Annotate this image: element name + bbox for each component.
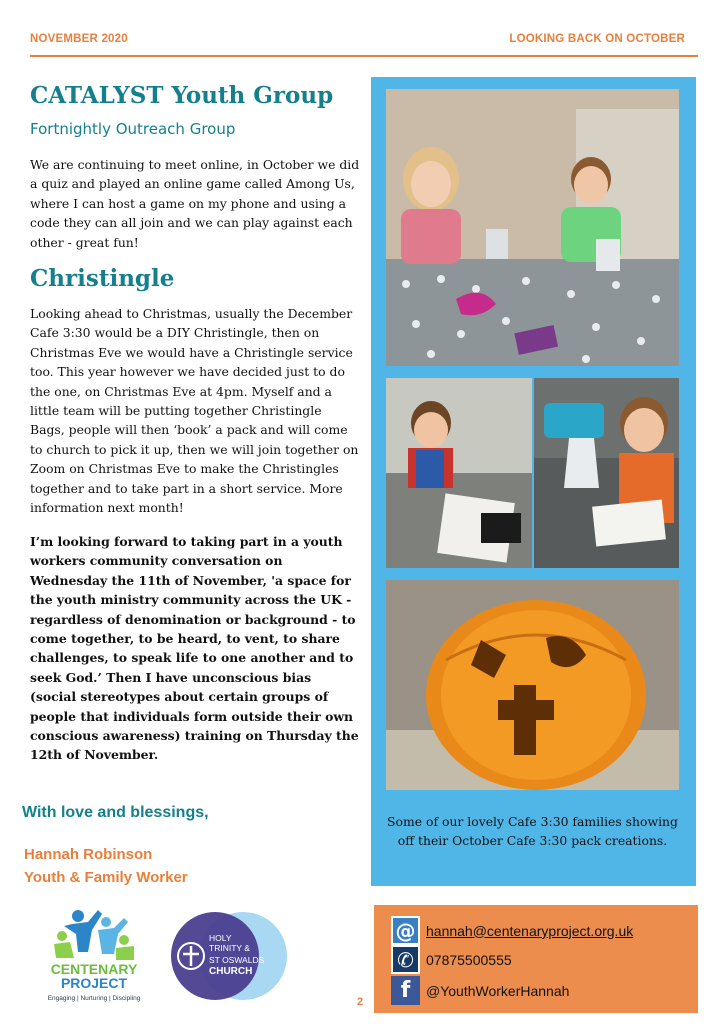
- svg-text:ST OSWALDS: ST OSWALDS: [209, 955, 265, 965]
- signoff-greeting: With love and blessings,: [22, 804, 209, 821]
- contact-email-row: [391, 916, 633, 945]
- svg-text:Engaging | Nurturing | Discipl: Engaging | Nurturing | Discipling: [48, 995, 140, 1002]
- centenary-project-logo: [48, 904, 140, 1004]
- photo-caption: Some of our lovely Cafe 3:30 families showing off their October Cafe 3:30 pack creations.: [387, 814, 678, 849]
- facebook-handle: @YouthWorkerHannah: [426, 982, 570, 999]
- catalyst-title: CATALYST Youth Group: [30, 82, 334, 109]
- email-link[interactable]: hannah@centenaryproject.org.uk: [426, 922, 634, 939]
- facebook-icon: f: [391, 976, 420, 1005]
- phone-number: 07875500555: [426, 951, 512, 968]
- catalyst-body: We are continuing to meet online, in October we did a quiz and played an online game called Among Us, where I can host a game on my phone and using a code they can all join and we can play against each other - great fun!: [30, 157, 360, 250]
- issue-date: NOVEMBER 2020: [30, 33, 128, 45]
- email-icon: @: [391, 916, 420, 945]
- christingle-body: Looking ahead to Christmas, usually the December Cafe 3:30 would be a DIY Christingle, then on Christmas Eve we would have a Christingle service too. This year however we have decided just to do the one, on Christmas Eve at 4pm. Myself and a little team will be putting together Christingle Bags, people will then ‘book’ a pack and will come to church to pick it up, then we will join together on Zoom on Christmas Eve to make the Christingles together and to take part in a short service. More information next month!: [30, 306, 359, 516]
- contact-facebook-row: [391, 976, 569, 1005]
- photo-children-at-table: [386, 89, 679, 366]
- page-number: 2: [357, 996, 364, 1008]
- svg-text:HOLY: HOLY: [209, 933, 232, 943]
- signoff-name: Hannah Robinson: [24, 846, 153, 863]
- contact-phone-row: [391, 945, 512, 974]
- christingle-title: Christingle: [30, 265, 175, 292]
- photo-boy-with-craft: [386, 378, 532, 568]
- svg-text:CENTENARY: CENTENARY: [50, 961, 138, 977]
- photo-carved-pumpkin: [386, 580, 679, 790]
- section-heading: LOOKING BACK ON OCTOBER: [509, 33, 685, 45]
- conversation-body: I’m looking forward to taking part in a youth workers community conversation on Wednesday the 11th of November, 'a space for the youth ministry community across the UK - regardless of denomination or background - to come together, to be heard, to vent, to share challenges, to speak life to one another and to seek God.’ Then I have unconscious bias (social stereotypes about certain groups of people that individuals form outside their own conscious awareness) training on Thursday the 12th of November.: [30, 534, 359, 763]
- phone-icon: ✆: [391, 945, 420, 974]
- photo-boy-with-lantern: [534, 378, 679, 568]
- svg-text:CHURCH: CHURCH: [209, 966, 253, 977]
- svg-text:PROJECT: PROJECT: [60, 975, 128, 991]
- header-divider: [30, 55, 698, 57]
- catalyst-subtitle: Fortnightly Outreach Group: [30, 120, 236, 138]
- svg-text:TRINITY &: TRINITY &: [209, 943, 250, 953]
- holy-trinity-church-logo: [169, 910, 289, 1002]
- signoff-role: Youth & Family Worker: [24, 869, 188, 886]
